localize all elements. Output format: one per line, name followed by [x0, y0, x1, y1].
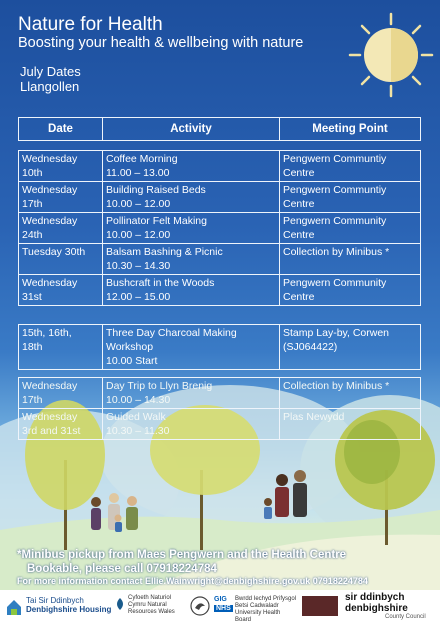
date-cell: Wednesday 24th	[19, 213, 103, 244]
charcoal-workshop-table	[18, 324, 421, 370]
activity-cell: Pollinator Felt Making 10.00 – 12.00	[103, 213, 280, 244]
date-cell: Wednesday 17th	[19, 182, 103, 213]
natural-resources-wales-logo: Cyfoeth Naturiol Cymru Natural Resources Wales	[128, 595, 178, 616]
poster-title: Nature for Health	[18, 14, 163, 35]
meeting-point-cell: Pengwern Communtiy Centre	[280, 151, 421, 182]
activity-cell: Three Day Charcoal Making Workshop 10.00 Start	[103, 325, 280, 370]
table-row	[19, 213, 421, 244]
date-cell: Wednesday 17th	[19, 378, 103, 409]
betsi-cadwaladr-logo: Bwrdd Iechyd Prifysgol Betsi Cadwaladr University Health Board	[235, 596, 297, 623]
table-row	[19, 244, 421, 275]
sponsor-logos-bar: Tai Sir Ddinbych Denbighshire Housing Cyfoeth Naturiol Cymru Natural Resources Wales GIG NHS Bwrdd Iechyd Prifysgol Betsi Cadwaladr University Health Board sir ddinbych denbighshire County Council	[0, 590, 440, 640]
table-row	[19, 151, 421, 182]
meeting-point-cell: Collection by Minibus *	[280, 244, 421, 275]
activity-cell: Coffee Morning 11.00 – 13.00	[103, 151, 280, 182]
dragon-icon	[190, 596, 210, 616]
additional-dates-table	[18, 377, 421, 440]
table-row	[19, 378, 421, 409]
activity-cell: Day Trip to Llyn Brenig 10.00 – 14.30	[103, 378, 280, 409]
sun-icon	[348, 12, 434, 98]
minibus-footnote: *Minibus pickup from Maes Pengwern and the Health Centre Bookable, please call 07918224784	[17, 549, 347, 575]
month-label: July Dates	[20, 64, 81, 79]
schedule-table	[18, 150, 421, 306]
meeting-point-cell: Pengwern Communtiy Centre	[280, 182, 421, 213]
poster-subtitle: Boosting your health & wellbeing with nature	[18, 35, 304, 51]
date-cell: Wednesday 31st	[19, 275, 103, 306]
month-and-location	[20, 64, 81, 94]
activity-cell: Building Raised Beds 10.00 – 12.00	[103, 182, 280, 213]
contact-info: For more information contact Ellie.Wainwright@denbighshire.gov.uk 07918224784	[17, 576, 368, 586]
table-row	[19, 325, 421, 370]
leaf-icon	[114, 597, 126, 611]
meeting-point-cell: Pengwern Community Centre	[280, 275, 421, 306]
partner-logo	[302, 596, 338, 616]
meeting-point-cell: Collection by Minibus *	[280, 378, 421, 409]
meeting-point-cell: Stamp Lay-by, Corwen (SJ064422)	[280, 325, 421, 370]
activity-cell: Bushcraft in the Woods 12.00 – 15.00	[103, 275, 280, 306]
meeting-point-cell: Pengwern Community Centre	[280, 213, 421, 244]
schedule-header	[18, 117, 421, 141]
people-group-left	[91, 493, 138, 532]
activity-cell: Balsam Bashing & Picnic 10.30 – 14.30	[103, 244, 280, 275]
denbighshire-council-logo: sir ddinbych denbighshire County Council	[345, 592, 426, 620]
table-row	[19, 275, 421, 306]
activity-cell: Guided Walk 10.30 – 11.30	[103, 409, 280, 440]
date-cell: Wednesday 3rd and 31st	[19, 409, 103, 440]
date-cell: Tuesday 30th	[19, 244, 103, 275]
column-header-activity: Activity	[103, 118, 280, 141]
table-row	[19, 182, 421, 213]
nhs-wales-logo: GIG NHS	[190, 596, 210, 621]
house-icon	[6, 598, 22, 616]
column-header-meeting-point: Meeting Point	[280, 118, 421, 141]
column-header-date: Date	[19, 118, 103, 141]
table-row	[19, 409, 421, 440]
date-cell: Wednesday 10th	[19, 151, 103, 182]
location-label: Llangollen	[20, 79, 80, 94]
meeting-point-cell: Plas Newydd	[280, 409, 421, 440]
date-cell: 15th, 16th, 18th	[19, 325, 103, 370]
